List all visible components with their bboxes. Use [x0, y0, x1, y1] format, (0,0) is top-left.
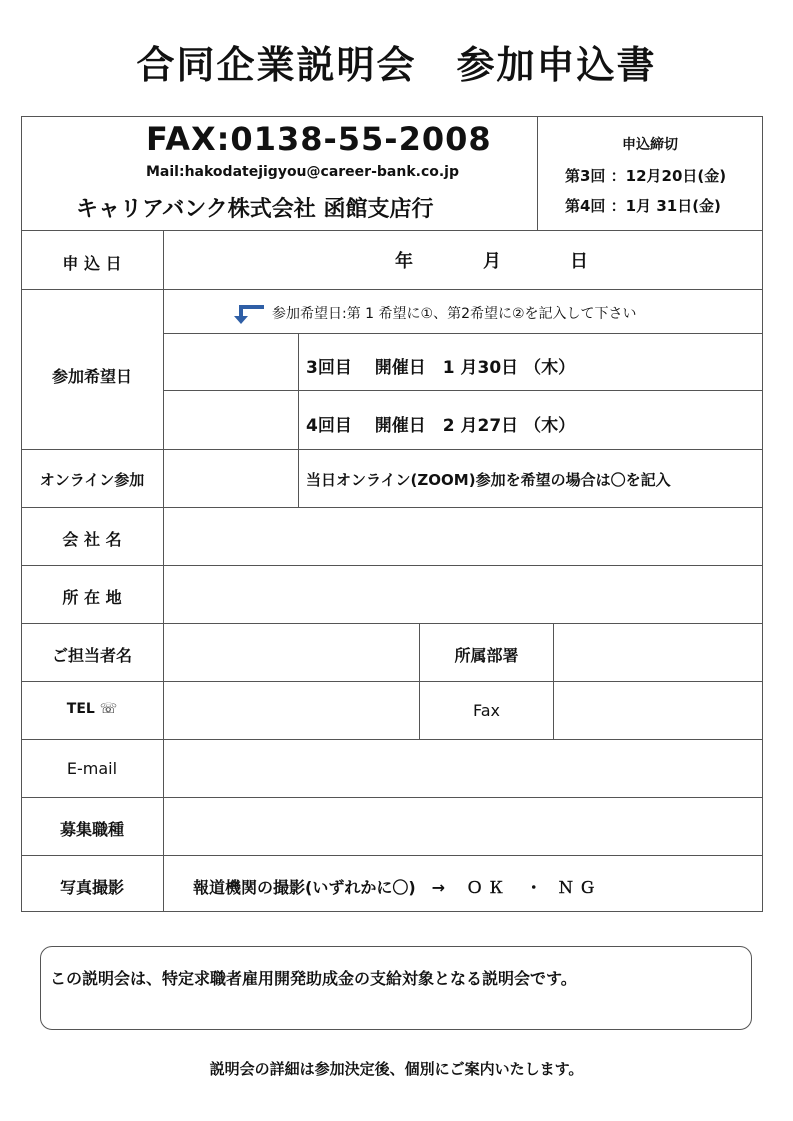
- column-divider: [163, 230, 164, 912]
- row-divider: [163, 333, 763, 334]
- address-label: 所 在 地: [62, 588, 122, 607]
- row-divider: [21, 623, 763, 624]
- contact-label: ご担当者名: [51, 646, 132, 665]
- row-divider: [21, 289, 763, 290]
- photo-label: 写真撮影: [59, 878, 124, 897]
- row-divider: [21, 681, 763, 682]
- row-divider: [21, 507, 763, 508]
- month-label: 月: [483, 251, 501, 272]
- mail-address: Mail:hakodatejigyou@career-bank.co.jp: [146, 164, 460, 180]
- deadline-item: 第3回 ：12月20日(金): [565, 167, 727, 185]
- row-divider: [163, 390, 763, 391]
- department-label: 所属部署: [454, 646, 519, 665]
- fax-number: FAX:0138-55-2008: [146, 120, 492, 158]
- online-text: 当日オンライン(ZOOM)参加を希望の場合は〇を記入: [306, 471, 671, 489]
- column-divider: [419, 623, 420, 739]
- note-text: この説明会は、特定求職者雇用開発助成金の支給対象となる説明会です。: [50, 969, 577, 988]
- row-divider: [21, 739, 763, 740]
- session-3: 3回目 開催日 1 月30日 （木）: [306, 358, 576, 378]
- year-label: 年: [395, 251, 413, 272]
- fax-label: Fax: [472, 701, 500, 720]
- column-divider: [553, 623, 554, 739]
- row-divider: [21, 449, 763, 450]
- deadline-title: 申込締切: [622, 137, 678, 153]
- online-label: オンライン参加: [39, 471, 145, 489]
- apply-date-label: 申 込 日: [62, 254, 122, 273]
- footer-text: 説明会の詳細は参加決定後、個別にご案内いたします。: [209, 1060, 584, 1078]
- company-name: キャリアバンク株式会社 函館支店行: [76, 197, 434, 222]
- row-divider: [21, 230, 763, 231]
- row-divider: [21, 565, 763, 566]
- deadline-item: 第4回 ：1月 31日(金): [565, 197, 721, 215]
- photo-text: 報道機関の撮影(いずれかに〇) → Ｏ Ｋ ・ Ｎ Ｇ: [193, 878, 596, 897]
- company-name-label: 会 社 名: [62, 530, 122, 549]
- preferred-date-instruction: 参加希望日:第 1 希望に①、第2希望に②を記入して下さい: [272, 306, 637, 322]
- day-label: 日: [570, 251, 588, 272]
- arrow-icon: [231, 304, 265, 326]
- row-divider: [21, 855, 763, 856]
- application-form: [21, 116, 763, 912]
- page-title: 合同企業説明会 参加申込書: [136, 43, 657, 87]
- job-label: 募集職種: [59, 820, 124, 839]
- column-divider: [298, 333, 299, 507]
- row-divider: [21, 797, 763, 798]
- session-4: 4回目 開催日 2 月27日 （木）: [306, 416, 576, 436]
- tel-label: TEL ☏: [66, 701, 118, 717]
- preferred-date-label: 参加希望日: [51, 367, 132, 386]
- email-label: E-mail: [66, 759, 118, 778]
